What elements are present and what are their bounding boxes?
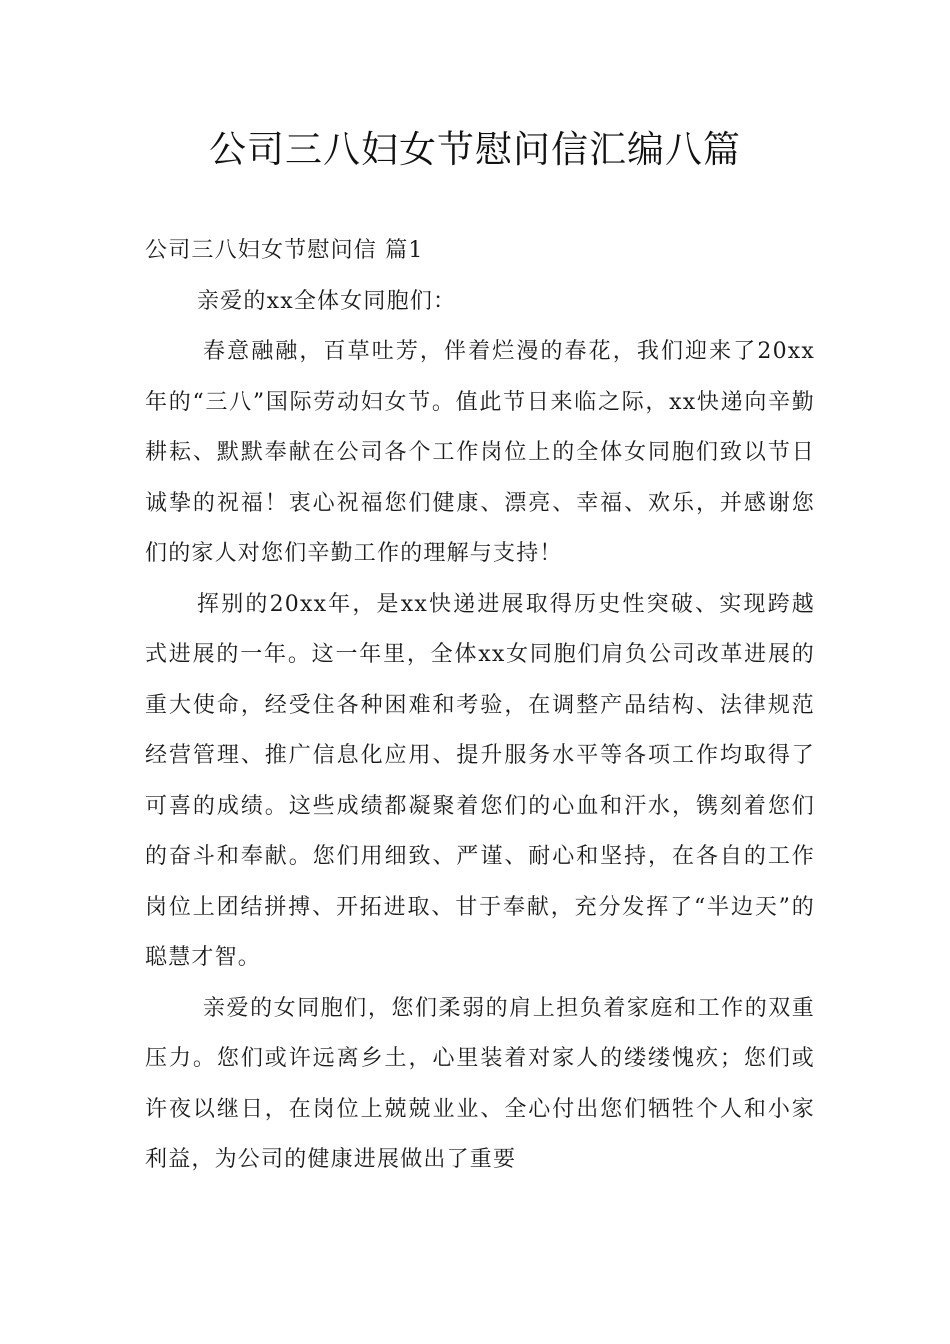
- document-body: [145, 226, 815, 1186]
- paragraph-3: 亲爱的女同胞们，您们柔弱的肩上担负着家庭和工作的双重压力。您们或许远离乡土，心里装着对家人的缕缕愧疚；您们或许夜以继日，在岗位上兢兢业业、全心付出您们牺牲个人和小家利益，为公司的健康进展做出了重要: [145, 995, 815, 1172]
- document-title: 公司三八妇女节慰问信汇编八篇: [209, 128, 741, 171]
- paragraph-2: 挥别的20xx年，是xx快递进展取得历史性突破、实现跨越式进展的一年。这一年里，全体xx女同胞们肩负公司改革进展的重大使命，经受住各种困难和考验，在调整产品结构、法律规范经营管理、推广信息化应用、提升服务水平等各项工作均取得了可喜的成绩。这些成绩都凝聚着您们的心血和汗水，镌刻着您们的奋斗和奉献。您们用细致、严谨、耐心和坚持，在各自的工作岗位上团结拼搏、开拓进取、甘于奉献，充分发挥了“半边天”的聪慧才智。: [145, 591, 815, 970]
- paragraph-1: 春意融融，百草吐芳，伴着烂漫的春花，我们迎来了20xx年的“三八”国际劳动妇女节。值此节日来临之际，xx快递向辛勤耕耘、默默奉献在公司各个工作岗位上的全体女同胞们致以节日诚挚的祝福！衷心祝福您们健康、漂亮、幸福、欢乐，并感谢您们的家人对您们辛勤工作的理解与支持！: [145, 339, 815, 566]
- letter-greeting: 亲爱的xx全体女同胞们：: [197, 288, 457, 314]
- section-heading: 公司三八妇女节慰问信 篇1: [145, 238, 424, 263]
